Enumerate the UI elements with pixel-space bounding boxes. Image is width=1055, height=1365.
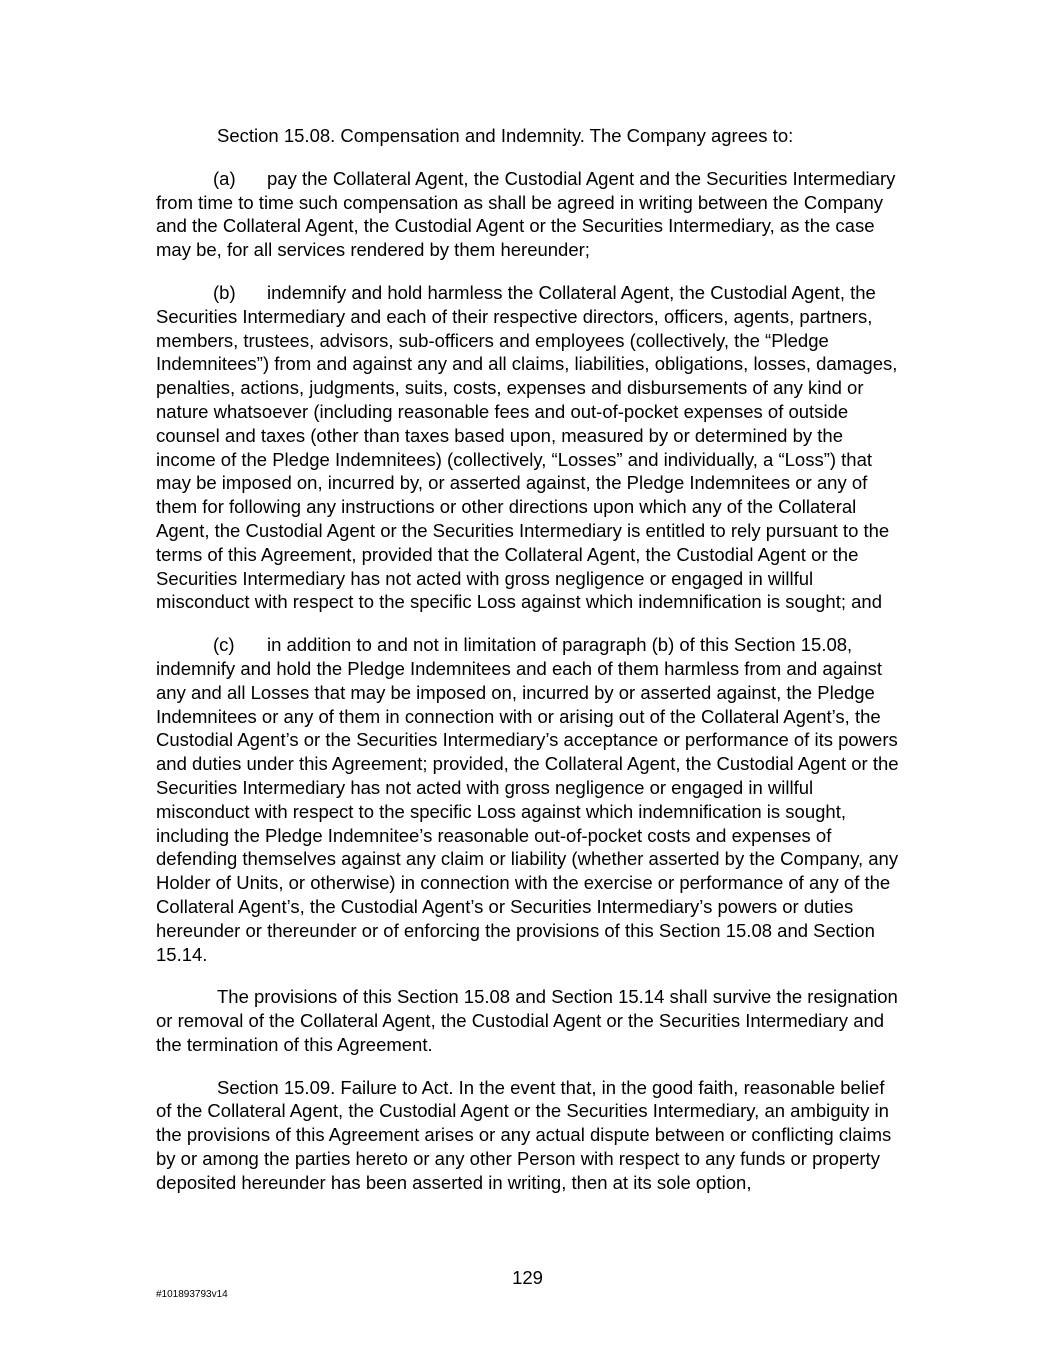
item-b-tag: (b) bbox=[213, 281, 236, 303]
item-b-paragraph bbox=[156, 281, 904, 614]
item-c-text: in addition to and not in limitation of paragraph (b) of this Section 15.08, indemnify and hold the Pledge Indemnitees and each of them harmless from and against any and all Losses that may be imposed on, incurred by or asserted against, the Pledge Indemnitees or any of them in connection with or arising out of the Collateral Agent’s, the Custodial Agent’s or the Securities Intermediary’s acceptance or performance of its powers and duties under this Agreement; provided, the Collateral Agent, the Custodial Agent or the Securities Intermediary has not acted with gross negligence or engaged in willful misconduct with respect to the specific Loss against which indemnification is sought, including the Pledge Indemnitee’s reasonable out-of-pocket costs and expenses of defending themselves against any claim or liability (whether asserted by the Company, any Holder of Units, or otherwise) in connection with the exercise or performance of any of the Collateral Agent’s, the Custodial Agent’s or Securities Intermediary’s powers or duties hereunder or thereunder or of enforcing the provisions of this Section 15.08 and Section 15.14. bbox=[156, 634, 899, 965]
document-id: #101893793v14 bbox=[156, 1289, 228, 1300]
item-c-paragraph bbox=[156, 633, 904, 966]
page-number: 129 bbox=[512, 1267, 543, 1288]
section-15-08-heading: Section 15.08. Compensation and Indemnity. The Company agrees to: bbox=[217, 125, 794, 146]
item-c-tag: (c) bbox=[213, 634, 235, 656]
item-b-text: indemnify and hold harmless the Collateral Agent, the Custodial Agent, the Securities Intermediary and each of their respective directors, officers, agents, partners, members, trustees, advisors, sub-officers and employees (collectively, the “Pledge Indemnitees”) from and against any and all claims, liabilities, obligations, losses, damages, penalties, actions, judgments, suits, costs, expenses and disbursements of any kind or nature whatsoever (including reasonable fees and out-of-pocket expenses of outside counsel and taxes (other than taxes based upon, measured by or determined by the income of the Pledge Indemnitees) (collectively, “Losses” and individually, a “Loss”) that may be imposed on, incurred by, or asserted against, the Pledge Indemnitees or any of them for following any instructions or other directions upon which any of the Collateral Agent, the Custodial Agent or the Securities Intermediary is entitled to rely pursuant to the terms of this Agreement, provided that the Collateral Agent, the Custodial Agent or the Securities Intermediary has not acted with gross negligence or engaged in willful misconduct with respect to the specific Loss against which indemnification is sought; and bbox=[156, 281, 898, 613]
document-body bbox=[156, 124, 904, 1214]
section-15-09-paragraph: Section 15.09. Failure to Act. In the event that, in the good faith, reasonable belief of the Collateral Agent, the Custodial Agent or the Securities Intermediary, an ambiguity in the provisions of this Agreement arises or any actual dispute between or conflicting claims by or among the parties hereto or any other Person with respect to any funds or property deposited hereunder has been asserted in writing, then at its sole option, bbox=[156, 1076, 892, 1193]
item-a-tag: (a) bbox=[213, 167, 236, 189]
item-a-paragraph bbox=[156, 167, 904, 262]
survival-paragraph: The provisions of this Section 15.08 and Section 15.14 shall survive the resignation or removal of the Collateral Agent, the Custodial Agent or the Securities Intermediary and the termination of this Agreement. bbox=[156, 986, 898, 1055]
item-a-text: pay the Collateral Agent, the Custodial Agent and the Securities Intermediary from time to time such compensation as shall be agreed in writing between the Company and the Collateral Agent, the Custodial Agent or the Securities Intermediary, as the case may be, for all services rendered by them hereunder; bbox=[156, 167, 896, 261]
